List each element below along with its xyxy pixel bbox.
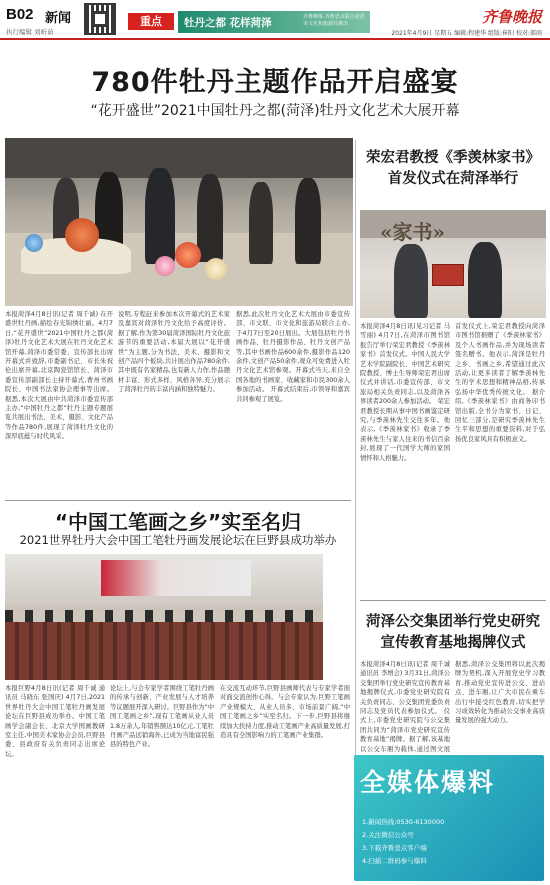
forum-story-subtitle: 2021世界牡丹大会中国工笔牡丹画发展论坛在巨野县成功举办 bbox=[19, 533, 337, 547]
ad-line-1: 1.新闻热线:0530-6130000 bbox=[362, 818, 445, 826]
banner-title: 牡丹之都 花样菏泽 bbox=[184, 17, 272, 29]
ad-line-3: 3.下载齐鲁壹点客户端 bbox=[362, 844, 427, 852]
masthead-rule bbox=[0, 38, 550, 40]
page-number: B02 bbox=[6, 6, 34, 23]
section-divider bbox=[5, 500, 351, 501]
party-story-col1 bbox=[360, 660, 450, 752]
masthead bbox=[0, 0, 550, 40]
news-tip-ad[interactable] bbox=[354, 755, 544, 881]
editor-line: 执行编辑 刘昕茹 bbox=[6, 28, 54, 36]
ad-line-4: 4.扫描二维码参与爆料 bbox=[362, 857, 427, 865]
section-tag: 重点 bbox=[128, 13, 174, 30]
forum-story-col3: 在交流互动环节,巨野县画师代表与专家学者面对面交流创作心得。与会专家认为,巨野工笔画产业规模大、从业人员多、市场前景广阔,“中国工笔画之乡”实至名归。下一步,巨野县将继续加大扶持力度,推动工笔画产业高质量发展,打造具有全国影响力的工笔画产业集群。 bbox=[220, 685, 350, 740]
exhibition-photo bbox=[5, 138, 353, 306]
forum-story-col1: 本报巨野4月8日讯(记者 周千诚 通讯员 马晓东 张国庆) 4月7日,2021世界牡丹大会中国工笔牡丹画发展论坛在巨野县成功举办。中国工笔画学会副会长、北京大学国画教研室主任,中国美术家协会会员,巨野县委、县政府有关负责同志出席论坛。 bbox=[5, 685, 105, 758]
book-story-col1 bbox=[360, 322, 450, 594]
party-story-col1-text: 本报菏泽4月8日讯(记者 周千诚 通讯员 李增会) 3月31日,菏泽公交集团举行党史研究宣传教育基地揭牌仪式,市委党史研究院有关负责同志、公交集团党委负责同志及党员代表参加仪式。 bbox=[360, 661, 450, 716]
book-launch-photo: «家书» bbox=[360, 210, 546, 318]
book-story-col2b-text: 据介绍,《季羡林家书》由商务印书馆出版,全书分为家书、日记、回忆三部分,是研究季羡林先生生平和思想的重要资料,对于弘扬优良家风具有积极意义。 bbox=[455, 388, 545, 443]
book-story-col2-text: 首发仪式上,荣宏君教授向菏泽市图书馆捐赠了《季羡林家书》及个人书画作品,并为现场读者签名赠书。他表示,菏泽是牡丹之乡、书画之乡,希望通过此次活动,让更多读者了解季羡林先生的学术思想和精神品格,传承弘扬中华优秀传统文化。 bbox=[455, 323, 545, 396]
qr-code-icon bbox=[84, 3, 116, 35]
column-banner bbox=[178, 11, 370, 33]
party-story-col2: 据悉,菏泽公交集团将以此次揭牌为契机,深入开展党史学习教育,推动党史宣传进公交、进站点、进车厢,让广大市民在乘车出行中接受红色教育,切实把学习成效转化为推动公交事业高质量发展的强大动力。 bbox=[455, 661, 545, 725]
main-headline: 780件牡丹主题作品开启盛宴 bbox=[91, 67, 459, 98]
banner-note: 齐鲁晚报·齐鲁壹点联合菏泽市文化和旅游局推出 bbox=[303, 14, 365, 27]
section-name: 新闻 bbox=[45, 11, 72, 26]
section-divider bbox=[360, 600, 546, 601]
forum-story-title: “中国工笔画之乡”实至名归 bbox=[54, 510, 302, 534]
book-story-col1b-text: 荣宏君教授长期从事中国书画鉴定研究,与季羡林先生交往多年。他表示,《季羡林家书》收录了季羡林先生与家人往来的书信百余封,展现了一代国学大师的家国情怀和人格魅力。 bbox=[360, 398, 450, 462]
book-story-col2 bbox=[455, 322, 545, 594]
party-story-col1b-text: 仪式上,市委党史研究院与公交集团共同为“菏泽市党史研究宣传教育基地”揭牌。据了解,该基地以公交车厢为载体,通过图文展 bbox=[360, 708, 450, 752]
party-story-title: 菏泽公交集团举行党史研究宣传教育基地揭牌仪式 bbox=[366, 614, 540, 651]
main-story-col3-text: 据悉,此次牡丹文化艺术大展由市委宣传部、市文联、市文化和旅游局联合主办,于4月7日至20日展出。大展包括牡丹书画作品、牡丹摄影作品、牡丹文创产品等,其中书画作品600余件,摄影作品120余件,文创产品50余件,观众可免费进入牡丹文化艺术馆参观。开幕式当天,来自全国各地的书画家、收藏家和市民300余人参加活动。 bbox=[236, 311, 350, 394]
forum-story-col2: 论坛上,与会专家学者围绕工笔牡丹画的传承与创新、产业发展与人才培养等议题展开深入研讨。巨野县作为“中国工笔画之乡”,现有工笔画从业人员1.8万余人,年销售额达10亿元,工笔牡丹画产品远销海外,已成为当地富民强县的特色产业。 bbox=[110, 685, 214, 749]
main-subheadline: “花开盛世”2021中国牡丹之都(菏泽)牡丹文化艺术大展开幕 bbox=[90, 103, 460, 119]
book-story-col1-text: 本报菏泽4月8日讯(见习记者 马雪丽) 4月7日,在菏泽市图书馆报告厅举行荣宏君教授《季羡林家书》首发仪式。中国人民大学艺术学院副院长、中国艺术研究院教授、博士生导师荣宏君出席仪式并讲话,市委宣传部、市文旅局相关负责同志,以及菏泽各界读者200余人参加活动。 bbox=[360, 323, 450, 406]
forum-photo bbox=[5, 554, 323, 680]
ad-title: 全媒体爆料 bbox=[360, 768, 496, 797]
main-story-col2: 说明,专程赶来参加本次开幕式的艺术家及嘉宾对菏泽牡丹文化给予高度评价。据了解,作为第30届菏泽国际牡丹文化旅游节的重要活动,本届大展以“花开盛世”为主题,分为书法、美术、摄影和文创产品四个板块,共计展出作品780余件,其中既有名家精品,也有新人力作,作品题材丰富、形式多样、风格各异,充分展示了菏泽牡丹的丰富内涵和独特魅力。 bbox=[118, 311, 230, 394]
newspaper-logo: 齐鲁晚报 bbox=[481, 8, 542, 26]
main-story-col1 bbox=[5, 310, 113, 496]
dateline: 2021年4月9日 星期五 编辑:程建华 组版:崔阳 校对:郝雨 bbox=[391, 30, 542, 37]
main-story-col3b-text: 开幕式结束后,市领导和嘉宾共同参观了展览。 bbox=[236, 386, 350, 403]
main-story-col1b-text: 据悉,本次大展由中共菏泽市委宣传部主办,“中国牡丹之都”牡丹主题专题展览共展出书法、美术、摄影、文化产品等作品780件,展现了菏泽牡丹文化的深厚底蕴与时代风采。 bbox=[5, 395, 113, 441]
main-story-col1-text: 本报菏泽4月8日讯(记者 周千诚) 在开盛世牡丹画,描绘春光锦绣壮丽。4月7日,“花开盛世”2021中国牡丹之都(菏泽)牡丹文化艺术大展在牡丹文化艺术馆开幕,菏泽市委常委、宣传部长出席开幕式并致辞,市委副书记、市长朱祝伦出席开幕,北京陶瓷馆馆长、菏泽市委宣传部副部长主持开幕式,曹州书画院长、中国书法家协会理事等出席。 bbox=[5, 311, 113, 394]
book-story-title: 荣宏君教授《季羡林家书》首发仪式在菏泽举行 bbox=[366, 150, 540, 187]
ad-line-2: 2.关注微信公众号 bbox=[362, 831, 414, 839]
main-story-col3 bbox=[236, 310, 350, 496]
